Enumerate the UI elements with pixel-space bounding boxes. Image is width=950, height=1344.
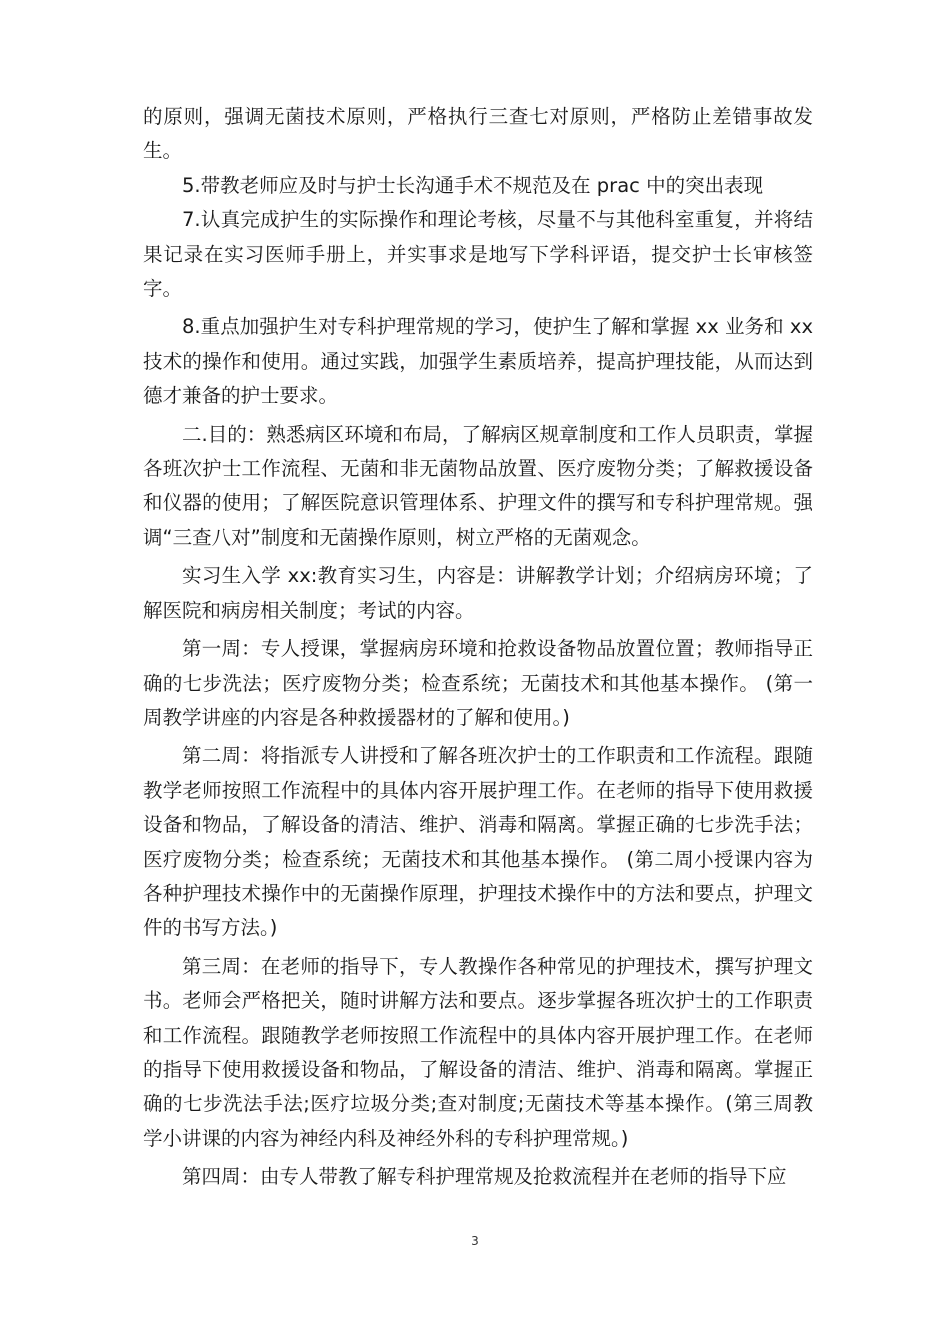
paragraph-item-5: 5.带教老师应及时与护士长沟通手术不规范及在 prac 中的突出表现 xyxy=(182,173,764,197)
document-body xyxy=(143,100,813,1195)
paragraph-item-8: 8.重点加强护生对专科护理常规的学习，使护生了解和掌握 xx 业务和 xx 技术的操作和使用。通过实践，加强学生素质培养，提高护理技能，从而达到德才兼备的护士要求。 xyxy=(143,315,813,408)
paragraph-enrollment: 实习生入学 xx:教育实习生，内容是：讲解教学计划；介绍病房环境；了解医院和病房相关制度；考试的内容。 xyxy=(143,564,813,622)
paragraph-week-2: 第二周：将指派专人讲授和了解各班次护士的工作职责和工作流程。跟随教学老师按照工作流程中的具体内容开展护理工作。在老师的指导下使用救援设备和物品，了解设备的清洁、维护、消毒和隔离。掌握正确的七步洗手法；医疗废物分类；检查系统；无菌技术和其他基本操作。 (第二周小授课内容为各种护理技术操作中的无菌操作原理，护理技术操作中的方法和要点，护理文件的书写方法。) xyxy=(143,744,813,940)
paragraph-continuation: 的原则，强调无菌技术原则，严格执行三查七对原则，严格防止差错事故发生。 xyxy=(143,105,813,163)
paragraph-item-7: 7.认真完成护生的实际操作和理论考核，尽量不与其他科室重复，并将结果记录在实习医师手册上，并实事求是地写下学科评语，提交护士长审核签字。 xyxy=(143,208,813,301)
paragraph-purpose: 二.目的：熟悉病区环境和布局，了解病区规章制度和工作人员职责，掌握各班次护士工作流程、无菌和非无菌物品放置、医疗废物分类；了解救援设备和仪器的使用；了解医院意识管理体系、护理文件的撰写和专科护理常规。强调“三查八对”制度和无菌操作原则，树立严格的无菌观念。 xyxy=(143,422,813,549)
paragraph-week-1: 第一周：专人授课，掌握病房环境和抢救设备物品放置位置；教师指导正确的七步洗法；医疗废物分类；检查系统；无菌技术和其他基本操作。 (第一周教学讲座的内容是各种救援器材的了解和使用。) xyxy=(143,637,813,729)
paragraph-week-4: 第四周：由专人带教了解专科护理常规及抢救流程并在老师的指导下应 xyxy=(182,1165,787,1189)
paragraph-week-3: 第三周：在老师的指导下，专人教操作各种常见的护理技术，撰写护理文书。老师会严格把关，随时讲解方法和要点。逐步掌握各班次护士的工作职责和工作流程。跟随教学老师按照工作流程中的具体内容开展护理工作。在老师的指导下使用救援设备和物品，了解设备的清洁、维护、消毒和隔离。掌握正确的七步洗法手法;医疗垃圾分类;查对制度;无菌技术等基本操作。(第三周教学小讲课的内容为神经内科及神经外科的专科护理常规。) xyxy=(143,954,813,1150)
page-number: 3 xyxy=(471,1234,479,1248)
